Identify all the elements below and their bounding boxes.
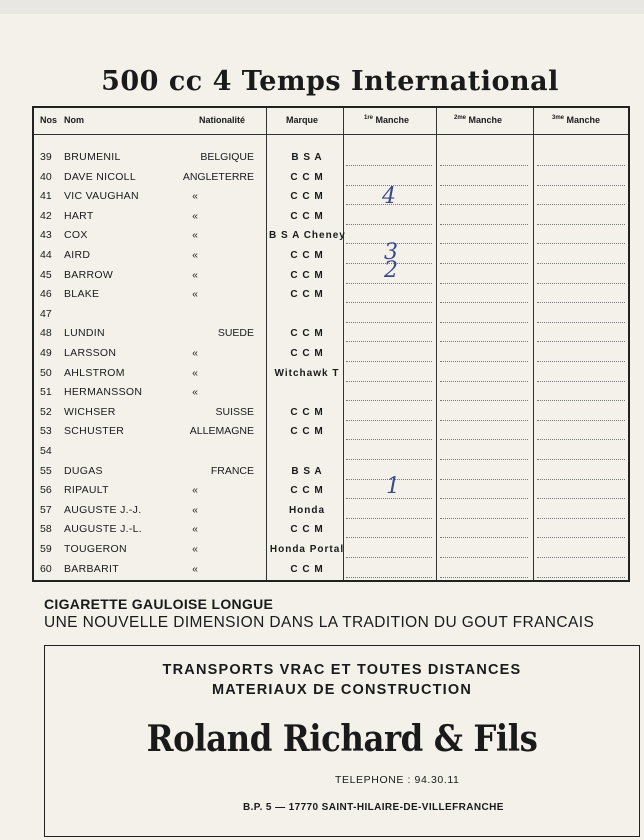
rider-nationality: SUEDE [217, 327, 254, 340]
result-line [440, 577, 528, 578]
result-line [346, 537, 432, 538]
header-manche-3: $^{3me}$ Manche [552, 115, 601, 125]
table-row [34, 285, 630, 305]
rider-nationality: « [192, 543, 198, 555]
rider-make: C C M [290, 328, 324, 340]
table-row [34, 422, 630, 442]
rider-name: VIC VAUGHAN [64, 190, 139, 203]
rider-nationality: « [192, 386, 198, 399]
result-line [440, 283, 528, 284]
rider-make: C C M [290, 250, 324, 261]
header-nationalite: Nationalité [199, 115, 246, 125]
cigarette-ad-title: CIGARETTE GAULOISE LONGUE [44, 596, 274, 612]
rider-nationality: FRANCE [210, 464, 254, 477]
rider-number: 53 [40, 425, 52, 438]
rider-name: BLAKE [64, 288, 100, 301]
table-row [34, 540, 630, 560]
handwritten-mark: 2 [384, 258, 398, 283]
rider-nationality: « [192, 347, 198, 359]
result-line [440, 420, 528, 421]
rider-nationality: « [192, 562, 198, 575]
rider-make: C C M [290, 348, 324, 359]
result-line [346, 439, 432, 440]
result-line [537, 518, 625, 519]
rider-name: RIPAULT [64, 484, 109, 497]
rider-name: AUGUSTE J.-J. [64, 503, 142, 516]
result-line [537, 479, 625, 480]
rider-nationality: « [192, 503, 198, 516]
result-line [440, 537, 528, 538]
result-line [537, 322, 625, 323]
table-row [34, 520, 630, 540]
rider-name: HART [64, 209, 94, 222]
ad-brand-name: Roland Richard & Fils [146, 718, 538, 760]
result-line [346, 322, 432, 323]
cigarette-ad-slogan: UNE NOUVELLE DIMENSION DANS LA TRADITION DU GOUT FRANCAIS [44, 614, 595, 631]
rider-number: 47 [40, 307, 52, 320]
result-line [440, 479, 528, 480]
rider-name: TOUGERON [64, 543, 127, 555]
top-strip [0, 0, 644, 14]
result-line [440, 498, 528, 499]
result-line [346, 557, 432, 558]
ad-telephone: TELEPHONE : 94.30.11 [335, 774, 460, 786]
header-nom: Nom [64, 115, 84, 125]
rider-number: 59 [40, 543, 52, 555]
table-row [34, 246, 630, 266]
rider-nationality: « [192, 190, 198, 203]
rider-nationality: « [192, 249, 198, 261]
rider-make: C C M [290, 269, 324, 281]
table-row [34, 266, 630, 286]
rider-nationality: « [192, 484, 198, 497]
table-row [34, 481, 630, 501]
result-line [440, 439, 528, 440]
rider-number: 50 [40, 366, 52, 379]
result-line [346, 165, 432, 166]
rider-make: B S A [291, 152, 323, 163]
table-row [34, 187, 630, 207]
result-line [537, 498, 625, 499]
result-line [440, 459, 528, 460]
rider-number: 43 [40, 229, 52, 242]
rider-nationality: ANGLETERRE [182, 170, 254, 183]
rider-name: BRUMENIL [64, 151, 121, 163]
result-line [537, 459, 625, 460]
rider-name: AHLSTROM [64, 366, 125, 379]
result-line [440, 518, 528, 519]
rider-number: 39 [40, 151, 52, 163]
result-line [537, 224, 625, 225]
page-title: 500 cc 4 Temps International [101, 66, 559, 97]
result-line [440, 381, 528, 382]
ad-line-1: TRANSPORTS VRAC ET TOUTES DISTANCES [162, 662, 522, 678]
rider-make: C C M [290, 426, 324, 438]
rider-make: Honda Portal [269, 544, 345, 555]
rider-name: LUNDIN [64, 327, 105, 340]
rider-nationality: « [192, 268, 198, 281]
result-line [440, 165, 528, 166]
rider-name: BARBARIT [64, 562, 119, 575]
ad-address: B.P. 5 — 17770 SAINT-HILAIRE-DE-VILLEFRANCHE [243, 802, 504, 813]
handwritten-mark: 1 [386, 474, 400, 499]
handwritten-mark: 3 [384, 240, 398, 265]
table-row [34, 324, 630, 344]
rider-number: 42 [40, 209, 52, 222]
rider-nationality: « [192, 209, 198, 222]
result-line [537, 400, 625, 401]
rider-name: WICHSER [64, 405, 116, 418]
result-line [537, 381, 625, 382]
table-row [34, 344, 630, 364]
rider-number: 60 [40, 562, 52, 575]
rider-nationality: « [192, 288, 198, 301]
rider-make: C C M [290, 563, 324, 575]
result-line [537, 204, 625, 205]
table-row [34, 168, 630, 188]
rider-make: C C M [290, 289, 324, 301]
result-line [346, 420, 432, 421]
handwritten-mark: 4 [382, 184, 396, 209]
result-line [537, 185, 625, 186]
result-line [537, 263, 625, 264]
rider-make: C C M [290, 171, 324, 183]
result-line [346, 400, 432, 401]
result-line [537, 165, 625, 166]
result-line [537, 302, 625, 303]
result-line [346, 361, 432, 362]
ad-line-2: MATERIAUX DE CONSTRUCTION [211, 682, 473, 698]
rider-name: COX [64, 229, 88, 242]
table-row [34, 462, 630, 482]
rider-number: 56 [40, 484, 52, 497]
rider-make: C C M [290, 210, 324, 222]
result-line [440, 185, 528, 186]
result-line [440, 243, 528, 244]
table-row [34, 442, 630, 462]
rider-name: DUGAS [64, 464, 103, 477]
header-nos: Nos [40, 115, 58, 125]
rider-make: C C M [290, 406, 324, 418]
rider-name: LARSSON [64, 347, 117, 359]
rider-nationality: SUISSE [215, 405, 254, 418]
rider-name: SCHUSTER [64, 425, 125, 438]
rider-make: Witchawk T [274, 367, 340, 379]
table-row [34, 560, 630, 580]
header-divider [34, 134, 628, 135]
result-line [440, 400, 528, 401]
rider-nationality: BELGIQUE [200, 151, 254, 163]
result-line [346, 577, 432, 578]
result-line [440, 361, 528, 362]
result-line [346, 518, 432, 519]
rider-number: 45 [40, 268, 52, 281]
results-table [32, 106, 630, 582]
rider-number: 57 [40, 503, 52, 516]
result-line [346, 302, 432, 303]
result-line [346, 381, 432, 382]
table-row [34, 226, 630, 246]
result-line [537, 557, 625, 558]
rider-nationality: « [192, 366, 198, 379]
rider-number: 40 [40, 170, 52, 183]
rider-make: C C M [290, 524, 324, 536]
result-line [440, 263, 528, 264]
rider-name: AIRD [64, 249, 91, 261]
result-line [346, 459, 432, 460]
result-line [440, 302, 528, 303]
result-line [537, 243, 625, 244]
result-line [440, 204, 528, 205]
result-line [537, 439, 625, 440]
table-row [34, 364, 630, 384]
rider-name: DAVE NICOLL [64, 170, 136, 183]
table-row [34, 305, 630, 325]
result-line [537, 283, 625, 284]
table-row [34, 207, 630, 227]
result-line [537, 577, 625, 578]
result-line [440, 557, 528, 558]
rider-nationality: ALLEMAGNE [189, 425, 254, 438]
rider-make: C C M [290, 485, 324, 497]
table-row [34, 383, 630, 403]
rider-name: AUGUSTE J.-L. [64, 523, 142, 536]
rider-number: 48 [40, 327, 52, 340]
header-manche-1: $^{1re}$ Manche [364, 115, 410, 125]
rider-make: B S A Cheney [269, 230, 346, 242]
table-row [34, 501, 630, 521]
rider-name: HERMANSSON [64, 386, 143, 399]
table-row [34, 403, 630, 423]
result-line [346, 341, 432, 342]
rider-number: 51 [40, 386, 52, 399]
result-line [440, 224, 528, 225]
transport-ad [44, 645, 640, 837]
rider-number: 55 [40, 464, 52, 477]
result-line [537, 537, 625, 538]
header-manche-2: $^{2me}$ Manche [454, 115, 503, 125]
rider-number: 58 [40, 523, 52, 536]
rider-make: C C M [290, 191, 324, 203]
rider-number: 54 [40, 445, 52, 457]
result-line [440, 341, 528, 342]
rider-make: B S A [291, 465, 323, 477]
result-line [346, 224, 432, 225]
rider-number: 46 [40, 288, 52, 301]
result-line [537, 341, 625, 342]
rider-number: 49 [40, 347, 52, 359]
rider-make: Honda [288, 504, 326, 516]
rider-name: BARROW [64, 268, 114, 281]
rider-nationality: « [192, 229, 198, 242]
rider-number: 44 [40, 249, 52, 261]
rider-number: 41 [40, 190, 52, 203]
result-line [537, 420, 625, 421]
rider-number: 52 [40, 405, 52, 418]
table-row [34, 148, 630, 168]
rider-nationality: « [192, 523, 198, 536]
result-line [537, 361, 625, 362]
header-marque: Marque [286, 115, 319, 125]
result-line [440, 322, 528, 323]
